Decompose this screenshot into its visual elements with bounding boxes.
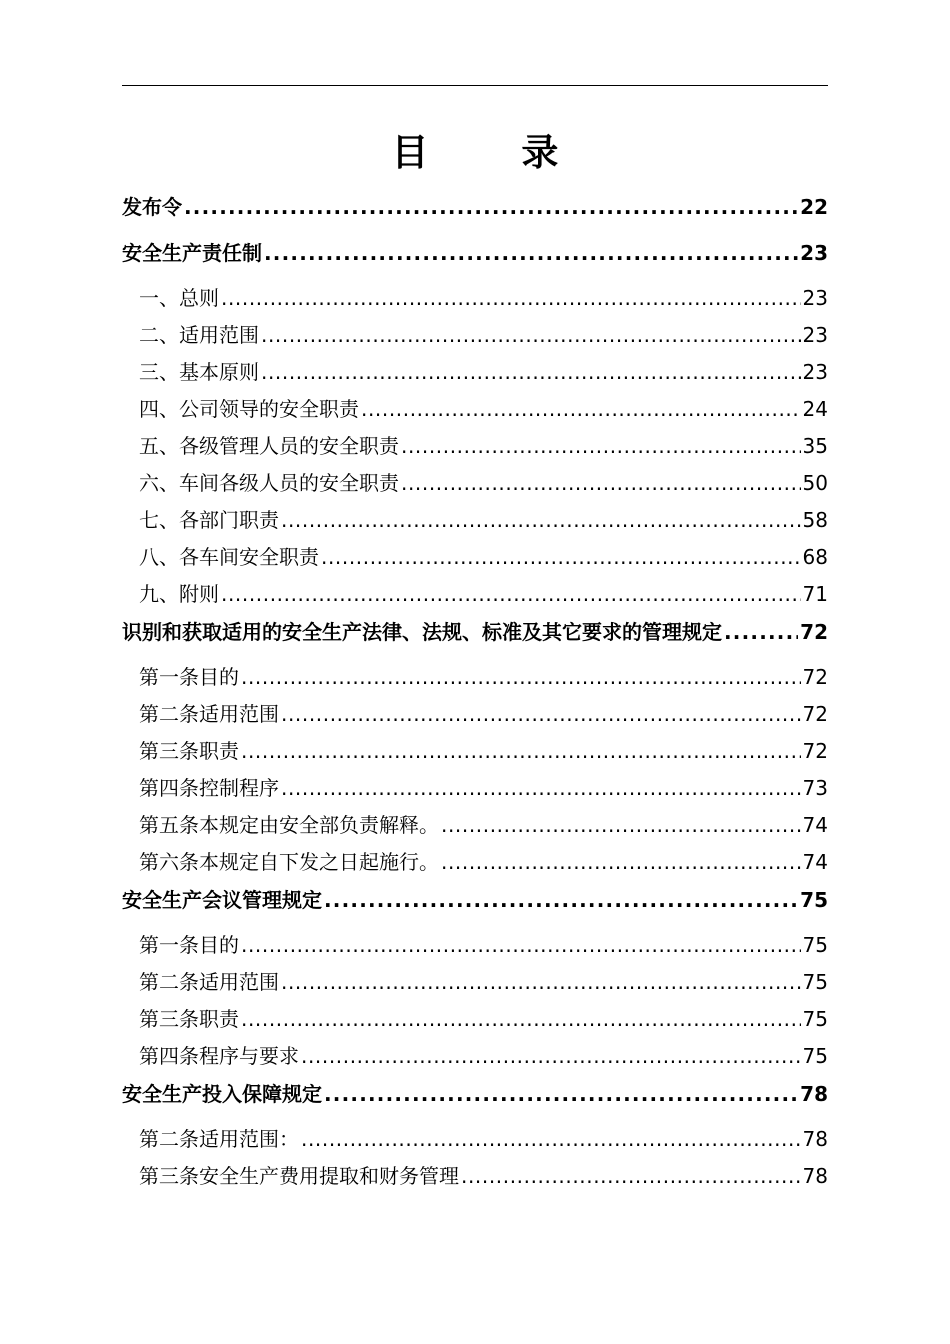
toc-section-entry[interactable] bbox=[122, 927, 828, 964]
toc-page-number: 58 bbox=[802, 508, 828, 532]
toc-entry-label: 第四条控制程序 bbox=[139, 776, 279, 800]
toc-section-entry[interactable] bbox=[122, 354, 828, 391]
toc-page-number: 72 bbox=[802, 665, 828, 689]
toc-page-number: 78 bbox=[800, 1082, 828, 1106]
toc-page-number: 72 bbox=[802, 702, 828, 726]
toc-dot-leader bbox=[281, 770, 801, 807]
toc-dot-leader bbox=[401, 465, 801, 502]
toc-entry-label: 第四条程序与要求 bbox=[139, 1044, 299, 1068]
toc-dot-leader bbox=[461, 1158, 801, 1195]
toc-chapter-entry[interactable] bbox=[122, 234, 828, 280]
toc-entry-label: 六、车间各级人员的安全职责 bbox=[139, 471, 399, 495]
toc-dot-leader bbox=[261, 317, 801, 354]
toc-entry-label: 第三条职责 bbox=[139, 1007, 239, 1031]
toc-dot-leader bbox=[241, 1001, 801, 1038]
toc-page-number: 35 bbox=[802, 434, 828, 458]
toc-page-number: 72 bbox=[802, 739, 828, 763]
toc-entry-label: 安全生产会议管理规定 bbox=[122, 888, 322, 912]
toc-dot-leader bbox=[441, 844, 801, 881]
toc-page-number: 23 bbox=[802, 360, 828, 384]
toc-entry-label: 三、基本原则 bbox=[139, 360, 259, 384]
toc-page-number: 75 bbox=[800, 888, 828, 912]
toc-entry-label: 安全生产投入保障规定 bbox=[122, 1082, 322, 1106]
toc-section-entry[interactable] bbox=[122, 770, 828, 807]
toc-dot-leader bbox=[264, 234, 798, 272]
toc-dot-leader bbox=[281, 502, 801, 539]
toc-section-entry[interactable] bbox=[122, 844, 828, 881]
toc-section-entry[interactable] bbox=[122, 428, 828, 465]
toc-dot-leader bbox=[401, 428, 801, 465]
toc-page-number: 68 bbox=[802, 545, 828, 569]
toc-section-entry[interactable] bbox=[122, 539, 828, 576]
toc-entry-label: 七、各部门职责 bbox=[139, 508, 279, 532]
toc-page-number: 78 bbox=[802, 1127, 828, 1151]
toc-dot-leader bbox=[184, 188, 798, 226]
toc-dot-leader bbox=[361, 391, 801, 428]
toc-dot-leader bbox=[301, 1121, 801, 1158]
toc-chapter-entry[interactable] bbox=[122, 188, 828, 234]
toc-section-entry[interactable] bbox=[122, 465, 828, 502]
toc-entry-label: 九、附则 bbox=[139, 582, 219, 606]
header-rule bbox=[122, 85, 828, 86]
toc-chapter-entry[interactable] bbox=[122, 881, 828, 927]
toc-entry-label: 第五条本规定由安全部负责解释。 bbox=[139, 813, 439, 837]
toc-section-entry[interactable] bbox=[122, 280, 828, 317]
toc-chapter-entry[interactable] bbox=[122, 613, 828, 659]
toc-page-number: 75 bbox=[802, 970, 828, 994]
toc-entry-label: 四、公司领导的安全职责 bbox=[139, 397, 359, 421]
toc-entry-label: 二、适用范围 bbox=[139, 323, 259, 347]
toc-page-number: 23 bbox=[800, 241, 828, 265]
toc-entry-label: 识别和获取适用的安全生产法律、法规、标准及其它要求的管理规定 bbox=[122, 620, 722, 644]
toc-entry-label: 第一条目的 bbox=[139, 665, 239, 689]
toc-dot-leader bbox=[324, 1075, 798, 1113]
toc-dot-leader bbox=[261, 354, 801, 391]
toc-entry-label: 第二条适用范围： bbox=[139, 1127, 299, 1151]
toc-section-entry[interactable] bbox=[122, 1001, 828, 1038]
toc-page-number: 74 bbox=[802, 850, 828, 874]
toc-entry-label: 第三条安全生产费用提取和财务管理 bbox=[139, 1164, 459, 1188]
toc-page-number: 75 bbox=[802, 933, 828, 957]
toc-entry-label: 第二条适用范围 bbox=[139, 702, 279, 726]
toc-page-number: 74 bbox=[802, 813, 828, 837]
toc-dot-leader bbox=[281, 964, 801, 1001]
toc-section-entry[interactable] bbox=[122, 391, 828, 428]
toc-dot-leader bbox=[241, 659, 801, 696]
toc-section-entry[interactable] bbox=[122, 964, 828, 1001]
toc-page-number: 75 bbox=[802, 1007, 828, 1031]
toc-dot-leader bbox=[221, 576, 801, 613]
toc-entry-label: 第一条目的 bbox=[139, 933, 239, 957]
toc-section-entry[interactable] bbox=[122, 1038, 828, 1075]
toc-section-entry[interactable] bbox=[122, 696, 828, 733]
toc-section-entry[interactable] bbox=[122, 659, 828, 696]
page-title: 目 录 bbox=[391, 131, 599, 174]
toc-dot-leader bbox=[324, 881, 798, 919]
toc-entry-label: 八、各车间安全职责 bbox=[139, 545, 319, 569]
toc-entry-label: 发布令 bbox=[122, 195, 182, 219]
toc-page-number: 24 bbox=[802, 397, 828, 421]
toc-dot-leader bbox=[241, 927, 801, 964]
toc-page-number: 71 bbox=[802, 582, 828, 606]
toc-section-entry[interactable] bbox=[122, 1121, 828, 1158]
toc-page-number: 73 bbox=[802, 776, 828, 800]
toc-section-entry[interactable] bbox=[122, 317, 828, 354]
toc-dot-leader bbox=[241, 733, 801, 770]
toc-page-number: 50 bbox=[802, 471, 828, 495]
toc-page-number: 78 bbox=[802, 1164, 828, 1188]
toc-entry-label: 第三条职责 bbox=[139, 739, 239, 763]
toc-dot-leader bbox=[321, 539, 801, 576]
toc-dot-leader bbox=[441, 807, 801, 844]
toc-dot-leader bbox=[301, 1038, 801, 1075]
toc-section-entry[interactable] bbox=[122, 1158, 828, 1195]
toc-section-entry[interactable] bbox=[122, 807, 828, 844]
toc-page-number: 23 bbox=[802, 286, 828, 310]
toc-entry-label: 一、总则 bbox=[139, 286, 219, 310]
toc-section-entry[interactable] bbox=[122, 576, 828, 613]
toc-page-number: 22 bbox=[800, 195, 828, 219]
toc-dot-leader bbox=[724, 613, 798, 651]
toc-entry-label: 安全生产责任制 bbox=[122, 241, 262, 265]
toc-dot-leader bbox=[221, 280, 801, 317]
toc-chapter-entry[interactable] bbox=[122, 1075, 828, 1121]
toc-section-entry[interactable] bbox=[122, 502, 828, 539]
toc-page-number: 75 bbox=[802, 1044, 828, 1068]
toc-entry-label: 第二条适用范围 bbox=[139, 970, 279, 994]
toc-section-entry[interactable] bbox=[122, 733, 828, 770]
toc-dot-leader bbox=[281, 696, 801, 733]
toc-entry-label: 五、各级管理人员的安全职责 bbox=[139, 434, 399, 458]
toc-entry-label: 第六条本规定自下发之日起施行。 bbox=[139, 850, 439, 874]
toc-page-number: 72 bbox=[800, 620, 828, 644]
toc-page-number: 23 bbox=[802, 323, 828, 347]
table-of-contents bbox=[122, 188, 828, 1195]
